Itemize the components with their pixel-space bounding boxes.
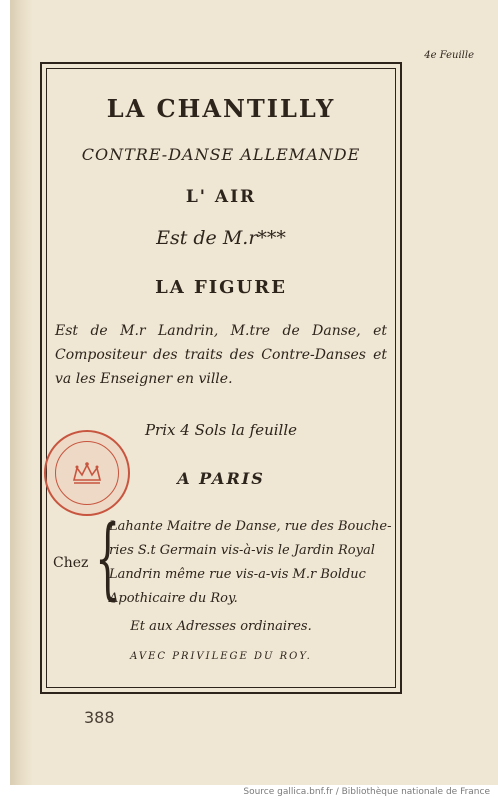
- figure-description: Est de M.r Landrin, M.tre de Danse, et Compositeur des traits des Contre-Danses et va les Enseigner en ville.: [55, 323, 387, 387]
- subtitle: CONTRE-DANSE ALLEMANDE: [81, 145, 361, 164]
- address-block: [109, 515, 392, 611]
- composer-line: Est de M.r***: [156, 227, 286, 249]
- page-title: LA CHANTILLY: [106, 94, 336, 123]
- page-gutter: [10, 0, 32, 785]
- privilege-line: AVEC PRIVILEGE DU ROY.: [130, 651, 312, 662]
- address-line: Landrin même rue vis-a-vis M.r Bolduc: [109, 567, 366, 582]
- library-stamp: [44, 430, 130, 516]
- stamp-inner-ring: [55, 441, 119, 505]
- chez-label: Chez: [53, 555, 89, 571]
- shelfmark: 388: [84, 708, 115, 727]
- source-footer: Source gallica.bnf.fr / Bibliothèque nationale de France: [243, 787, 490, 797]
- brace-icon: {: [95, 506, 121, 609]
- ordinary-addresses: Et aux Adresses ordinaires.: [130, 619, 312, 634]
- air-heading: L' AIR: [185, 187, 257, 207]
- crown-icon: [71, 460, 103, 486]
- city-line: A PARIS: [177, 469, 265, 488]
- figure-heading: LA FIGURE: [155, 277, 287, 298]
- address-line: Apothicaire du Roy.: [109, 591, 238, 606]
- title-frame: [40, 62, 402, 694]
- address-line: ries S.t Germain vis-à-vis le Jardin Royal: [109, 543, 375, 558]
- title-frame-inner: [46, 68, 396, 688]
- price-line: Prix 4 Sols la feuille: [144, 421, 298, 439]
- scanned-page: [10, 0, 498, 785]
- address-line: Lahante Maitre de Danse, rue des Bouche-: [109, 519, 392, 534]
- corner-note: 4e Feuille: [424, 50, 474, 61]
